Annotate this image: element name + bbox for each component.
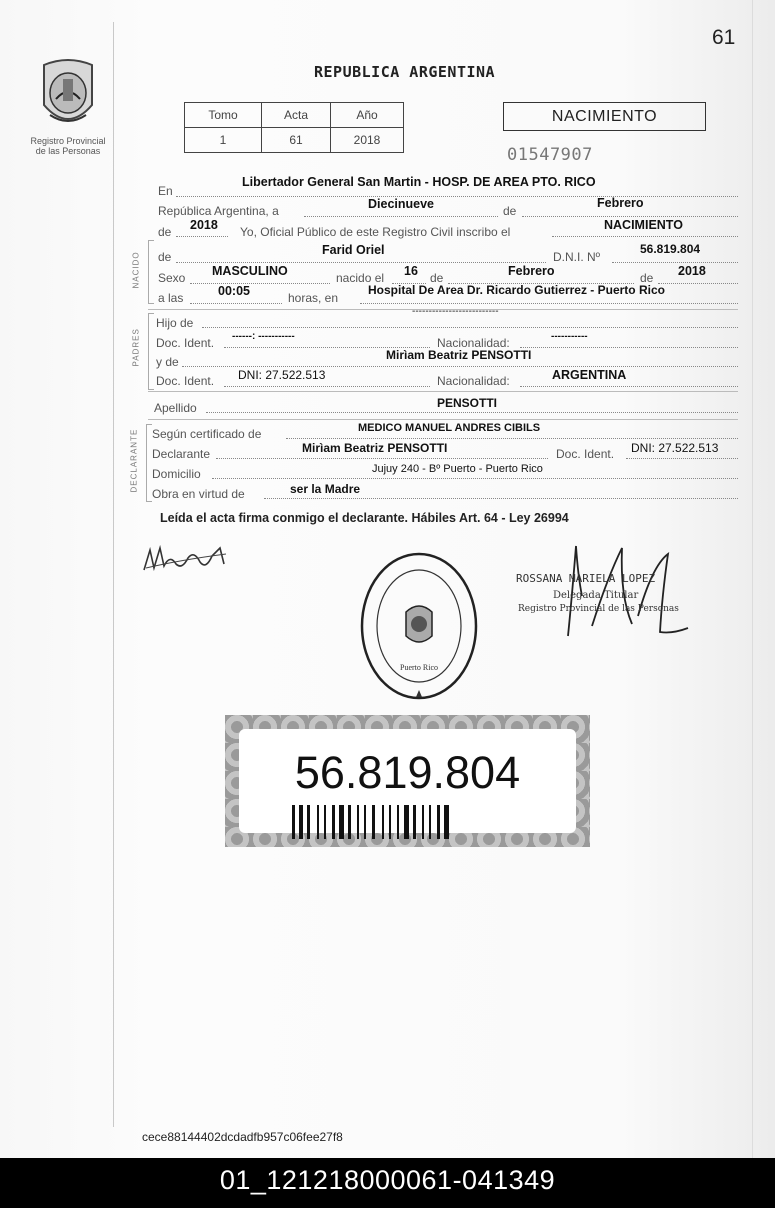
barcode-bar [299,805,303,839]
dni-card-number: 56.819.804 [294,747,521,798]
dotted-line [520,386,738,387]
barcode-bar [324,805,326,839]
declarante-label: Declarante [152,447,211,461]
oficial-label: Yo, Oficial Público de este Registro Civil inscribo el [240,225,511,239]
yde-label: y de [156,355,179,369]
inscribo-value: NACIMIENTO [604,218,683,232]
anio-value: 2018 [190,218,218,232]
page-number: 61 [712,26,736,49]
nacido-bracket [148,240,154,304]
header-acta: Acta [262,103,331,128]
doc3-value: DNI: 27.522.513 [631,441,719,455]
dotted-line [520,347,738,348]
dotted-line [190,303,282,304]
de2-label: de [158,225,172,239]
barcode-bar [339,805,344,839]
republica-label: República Argentina, a [158,204,279,218]
official-role: Delegada Titular [553,590,639,601]
dni-card-inner [239,729,576,833]
section-divider [148,419,738,420]
dotted-line [190,283,330,284]
header-tomo: Tomo [185,103,262,128]
svg-text:Puerto Rico: Puerto Rico [400,663,438,672]
dotted-line [182,366,738,367]
barcode-bar [437,805,440,839]
serial-number: 01547907 [507,145,593,165]
dni-label: D.N.I. Nº [553,250,601,264]
nac1-label: Nacionalidad: [437,336,510,350]
value-anio: 2018 [331,128,404,153]
certificado-value: MEDICO MANUEL ANDRES CIBILS [358,422,541,434]
barcode-bar [382,805,384,839]
nac2-value: ARGENTINA [552,368,627,382]
document-title: REPUBLICA ARGENTINA [314,63,496,81]
dni-value: 56.819.804 [640,242,701,256]
nac1-value: ----------- [551,331,588,342]
dotted-line [264,498,738,499]
value-acta: 61 [262,128,331,153]
logo-caption-line: de las Personas [35,146,101,156]
official-organization: Registro Provincial de las Personas [518,604,679,614]
nacido-side-label: NACIDO [131,251,141,289]
sexo-label: Sexo [158,271,186,285]
nacido-label: nacido el [336,271,385,285]
dotted-line [216,458,548,459]
barcode-bar [364,805,366,839]
right-edge-line [752,0,753,1158]
horas-label: horas, en [288,291,339,305]
hijo-value: -------------------------- [412,306,499,317]
record-header-row [185,103,404,128]
doc2-label: Doc. Ident. [156,374,215,388]
dotted-line [522,216,738,217]
barcode-bar [332,805,335,839]
dotted-line [176,236,228,237]
value-tomo: 1 [185,128,262,153]
nacido-mes: Febrero [508,264,555,278]
obra-value: ser la Madre [290,482,361,496]
dotted-line [360,303,738,304]
de4-label: de [430,271,444,285]
nacido-anio: 2018 [678,264,706,278]
hora-value: 00:05 [218,284,250,298]
lugar-value: Hospital De Area Dr. Ricardo Gutierrez - Puerto Rico [368,283,665,297]
en-value: Libertador General San Martin - HOSP. DE AREA PTO. RICO [242,175,596,189]
legal-statement: Leída el acta firma conmigo el declarante. Hábiles Art. 64 - Ley 26994 [160,511,569,525]
barcode-icon [292,805,514,839]
document-hash: cece88144402dcdadfb957c06fee27f8 [142,1130,343,1144]
dotted-line [176,196,738,197]
nacido-dia: 16 [404,264,418,278]
en-label: En [158,184,173,198]
dotted-line [658,283,738,284]
logo-caption-line: Registro Provincial [30,136,106,146]
footer-id: 01_121218000061-041349 [0,1158,775,1208]
barcode-bar [404,805,409,839]
barcode-bar [422,805,424,839]
domicilio-value: Jujuy 240 - Bº Puerto - Puerto Rico [372,463,543,475]
barcode-bar [292,805,295,839]
registro-provincial-logo-icon [36,55,100,133]
doc3-label: Doc. Ident. [556,447,615,461]
mes-value: Febrero [597,196,644,210]
header-anio: Año [331,103,404,128]
left-margin-line [113,22,114,1127]
de5-label: de [640,271,654,285]
de3-label: de [158,250,172,264]
de-label: de [503,204,517,218]
logo-caption [18,136,118,156]
nac2-label: Nacionalidad: [437,374,510,388]
dotted-line [286,438,738,439]
certificado-label: Según certificado de [152,427,262,441]
barcode-bar [317,805,319,839]
hijo-label: Hijo de [156,316,194,330]
barcode-bar [307,805,310,839]
barcode-bar [429,805,431,839]
declarante-value: Mirìam Beatriz PENSOTTI [302,441,448,455]
declarante-side-label: DECLARANTE [129,428,139,493]
doc1-value: ------: ----------- [232,331,295,342]
dotted-line [206,412,738,413]
nombre-value: Farid Oriel [322,243,385,257]
sexo-value: MASCULINO [212,264,288,278]
dotted-line [612,262,738,263]
barcode-bar [397,805,399,839]
dia-value: Diecinueve [368,197,435,211]
record-table [184,102,404,153]
dotted-line [552,236,738,237]
padres-bracket [148,313,154,390]
apellido-label: Apellido [154,401,197,415]
acta-type-box: NACIMIENTO [503,102,706,131]
padres-side-label: PADRES [131,328,141,367]
dni-card [225,715,590,847]
official-name: ROSSANA MARIELA LOPEZ [516,572,656,585]
dotted-line [212,478,738,479]
madre-value: Mirìam Beatriz PENSOTTI [386,348,532,362]
dotted-line [224,386,430,387]
barcode-bar [357,805,359,839]
alas-label: a las [158,291,184,305]
barcode-bar [372,805,375,839]
doc2-value: DNI: 27.522.513 [238,368,326,382]
dotted-line [176,262,546,263]
barcode-bar [444,805,449,839]
obra-label: Obra en virtud de [152,487,245,501]
barcode-bar [413,805,416,839]
dotted-line [626,458,738,459]
domicilio-label: Domicilio [152,467,201,481]
declarant-signature [140,540,230,580]
dotted-line [304,216,498,217]
barcode-bar [389,805,391,839]
barcode-bar [348,805,351,839]
doc1-label: Doc. Ident. [156,336,215,350]
dotted-line [202,327,738,328]
section-divider [148,391,738,392]
official-seal [358,550,480,708]
record-value-row [185,128,404,153]
apellido-value: PENSOTTI [437,396,498,410]
